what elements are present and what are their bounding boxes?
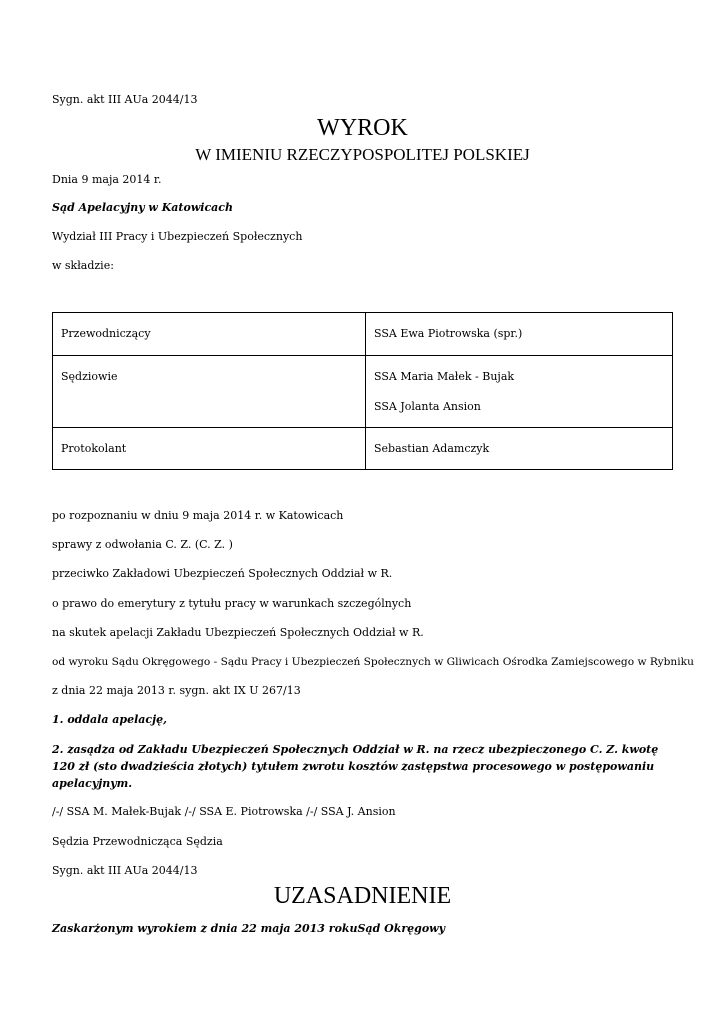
document-subtitle: W IMIENIU RZECZYPOSPOLITEJ POLSKIEJ (195, 145, 530, 164)
proceedings-line: z dnia 22 maja 2013 r. sygn. akt IX U 267/13 (52, 684, 301, 697)
role-label: Przewodniczący (61, 327, 151, 340)
member-name: Sebastian Adamczyk (374, 442, 490, 455)
ruling-point-2: 2. zasądza od Zakładu Ubezpieczeń Społecznych Oddział w R. na rzecz ubezpieczonego C. Z. kwotę 120 zł (sto dwadzieścia złotych) tytułem zwrotu kosztów zastępstwa procesowego w postępowaniu apelacyjnym. (52, 743, 659, 790)
member-name: SSA Maria Małek - Bujak (374, 370, 515, 383)
signature-roles: Sędzia Przewodnicząca Sędzia (52, 835, 223, 848)
role-label: Protokolant (61, 442, 127, 455)
proceedings-line: od wyroku Sądu Okręgowego - Sądu Pracy i Ubezpieczeń Społecznych w Gliwicach Ośrodka Zamiejscowego w Rybniku (52, 656, 694, 668)
composition-label: w składzie: (52, 259, 114, 272)
member-name: SSA Ewa Piotrowska (spr.) (374, 327, 523, 340)
table-row (53, 428, 673, 470)
judgment-date: Dnia 9 maja 2014 r. (52, 173, 162, 186)
court-division: Wydział III Pracy i Ubezpieczeń Społecznych (52, 230, 303, 243)
proceedings-line: po rozpoznaniu w dniu 9 maja 2014 r. w Katowicach (52, 509, 344, 522)
court-name: Sąd Apelacyjny w Katowicach (52, 201, 233, 214)
role-cell (53, 428, 366, 470)
case-signature: Sygn. akt III AUa 2044/13 (52, 93, 198, 106)
judge-signatures: /-/ SSA M. Małek-Bujak /-/ SSA E. Piotrowska /-/ SSA J. Ansion (52, 805, 396, 818)
composition-table (52, 312, 673, 470)
ruling-point-1: 1. oddala apelację, (52, 713, 167, 726)
role-cell (53, 313, 366, 356)
justification-title: UZASADNIENIE (273, 883, 452, 909)
proceedings-line: sprawy z odwołania C. Z. (C. Z. ) (52, 538, 233, 551)
table-row (53, 356, 673, 428)
proceedings-line: przeciwko Zakładowi Ubezpieczeń Społecznych Oddział w R. (52, 567, 393, 580)
role-label: Sędziowie (61, 370, 118, 383)
table-row (53, 313, 673, 356)
proceedings-line: na skutek apelacji Zakładu Ubezpieczeń Społecznych Oddział w R. (52, 626, 424, 639)
proceedings-line: o prawo do emerytury z tytułu pracy w warunkach szczególnych (52, 597, 412, 610)
justification-intro: Zaskarżonym wyrokiem z dnia 22 maja 2013 rokuSąd Okręgowy (52, 922, 446, 935)
document-title: WYROK (317, 115, 408, 141)
members-cell (366, 428, 673, 470)
member-name: SSA Jolanta Ansion (374, 400, 481, 413)
members-cell (366, 313, 673, 356)
role-cell (53, 356, 366, 428)
justification-signature: Sygn. akt III AUa 2044/13 (52, 864, 198, 877)
members-cell (366, 356, 673, 428)
